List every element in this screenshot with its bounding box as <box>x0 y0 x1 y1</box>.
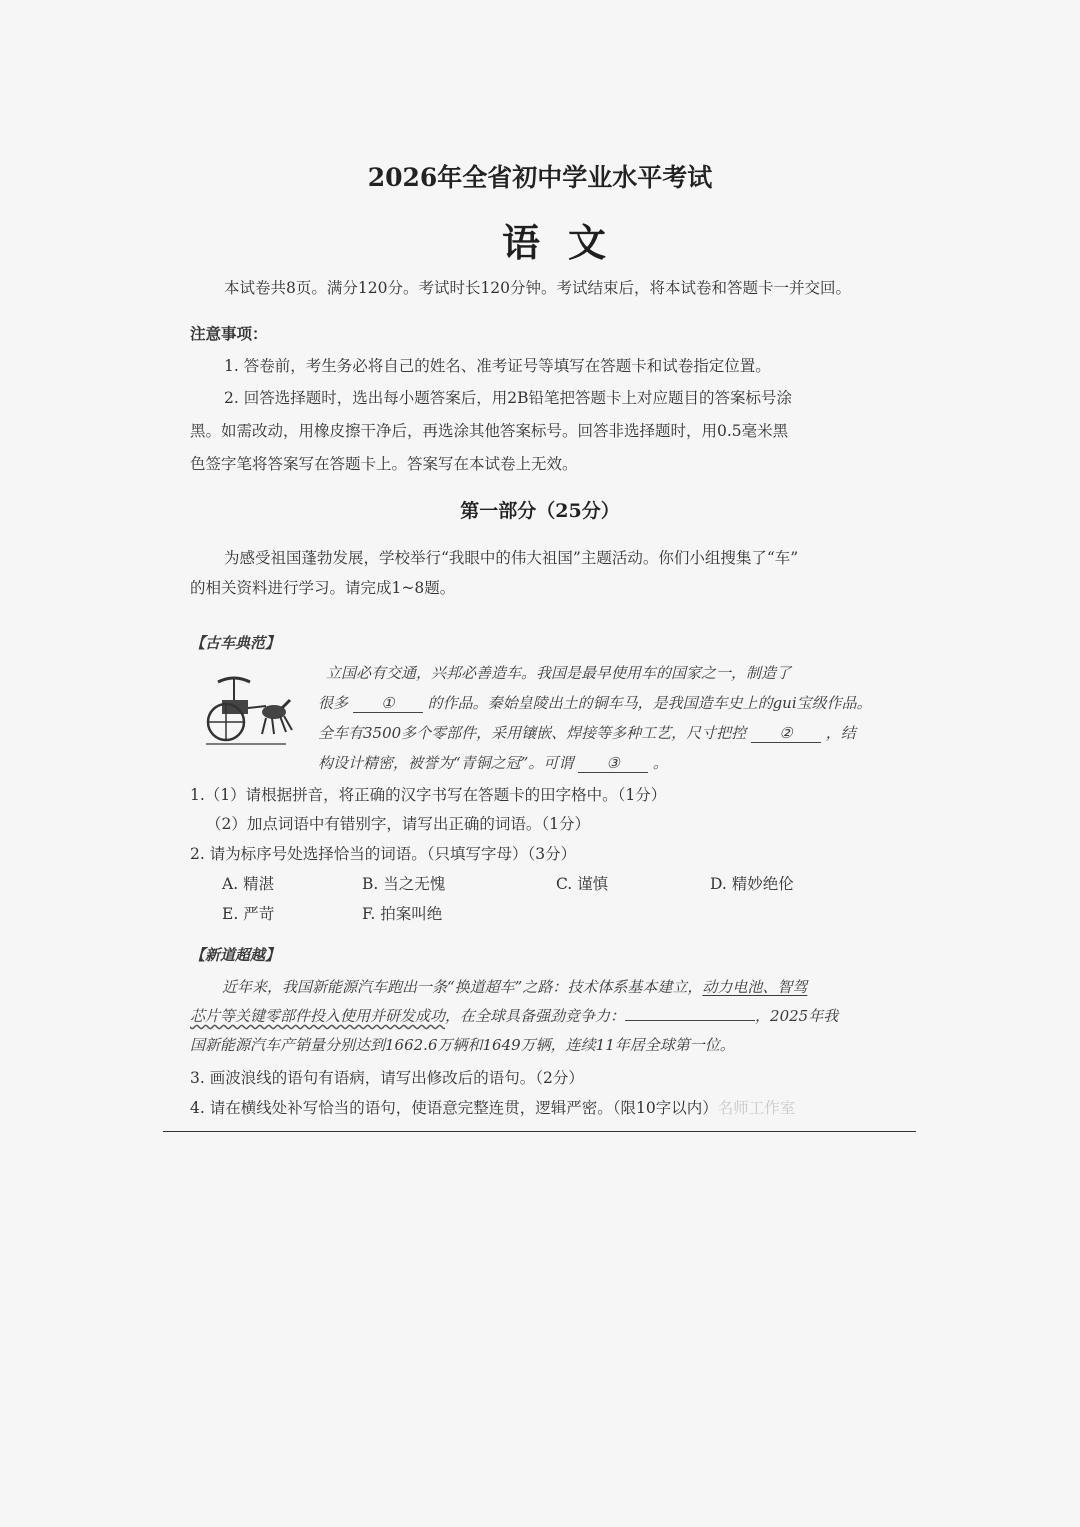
section-a-line-4-end: 。 <box>652 754 668 772</box>
blank-2: ② <box>751 724 821 743</box>
question-1-part-1: 1.（1）请根据拼音，将正确的汉字书写在答题卡的田字格中。（1分） <box>190 786 667 804</box>
notice-heading: 注意事项： <box>190 324 268 343</box>
blank-4 <box>625 1020 755 1021</box>
question-3: 3. 画波浪线的语句有语病，请写出修改后的语句。（2分） <box>190 1069 584 1087</box>
question-4 <box>190 1096 795 1118</box>
part-one-heading: 第一部分（25分） <box>460 500 620 522</box>
subject-title: 语文 <box>501 220 634 265</box>
option-f <box>362 902 442 924</box>
option-text: 当之无愧 <box>383 875 446 893</box>
option-key: A. <box>222 875 239 893</box>
section-a-line-3-end: ，结 <box>825 724 856 742</box>
option-text: 精湛 <box>243 875 275 893</box>
part-one-intro-line-1: 为感受祖国蓬勃发展，学校举行“我眼中的伟大祖国”主题活动。你们小组搜集了“车” <box>224 549 799 567</box>
option-e <box>222 902 274 924</box>
wavy-underlined-sentence: 芯片等关键零部件投入使用并研发成功 <box>190 1007 446 1025</box>
option-key: C. <box>556 875 573 893</box>
section-a-line-4 <box>318 752 668 773</box>
option-key: B. <box>362 875 379 893</box>
option-d <box>710 872 794 894</box>
section-a-line-2-start: 很多 <box>318 694 349 712</box>
section-b-line-2 <box>190 1005 838 1026</box>
option-c <box>556 872 608 894</box>
exam-intro: 本试卷共8页。满分120分。考试时长120分钟。考试结束后，将本试卷和答题卡一并交回。 <box>224 279 852 297</box>
section-b-line-2-mid: ，在全球具备强劲竞争力： <box>445 1007 626 1025</box>
blank-3: ③ <box>578 754 648 773</box>
blank-1: ① <box>353 694 423 713</box>
section-b-line-1 <box>222 976 807 997</box>
question-2: 2. 请为标序号处选择恰当的词语。（只填写字母）（3分） <box>190 845 577 863</box>
notice-item-2-line-1: 2. 回答选择题时，选出每小题答案后，用2B铅笔把答题卡上对应题目的答案标号涂 <box>224 389 792 407</box>
option-text: 精妙绝伦 <box>731 875 794 893</box>
section-a-line-2 <box>318 692 872 713</box>
section-label-new-road: 【新道超越】 <box>190 946 281 964</box>
section-a-line-3 <box>318 722 856 743</box>
notice-item-2-line-2: 黑。如需改动，用橡皮擦干净后，再选涂其他答案标号。回答非选择题时，用0.5毫米黑 <box>190 422 789 440</box>
option-text: 严苛 <box>243 905 275 923</box>
notice-item-2-line-3: 色签字笔将答案写在答题卡上。答案写在本试卷上无效。 <box>190 455 578 473</box>
option-a <box>222 872 274 894</box>
section-a-line-4-start: 构设计精密，被誉为“青铜之冠”。可谓 <box>318 754 574 772</box>
section-b-line-3: 国新能源汽车产销量分别达到1662.6万辆和1649万辆，连续11年居全球第一位。 <box>190 1036 735 1054</box>
option-b <box>362 872 445 894</box>
option-key: D. <box>710 875 727 893</box>
bottom-divider <box>163 1131 916 1132</box>
watermark: 名师工作室 <box>717 1099 796 1117</box>
section-a-line-1: 立国必有交通，兴邦必善造车。我国是最早使用车的国家之一，制造了 <box>326 664 792 682</box>
section-b-line-2-end: ，2025年我 <box>755 1007 839 1025</box>
option-key: F. <box>362 905 376 923</box>
underlined-phrase: 动力电池、智驾 <box>702 978 808 996</box>
option-text: 拍案叫绝 <box>380 905 443 923</box>
exam-title: 2026年全省初中学业水平考试 <box>367 163 713 192</box>
option-text: 谨慎 <box>577 875 609 893</box>
notice-item-1: 1. 答卷前，考生务必将自己的姓名、准考证号等填写在答题卡和试卷指定位置。 <box>224 357 771 375</box>
question-1-part-2: （2）加点词语中有错别字，请写出正确的词语。（1分） <box>206 815 590 833</box>
question-4-text: 4. 请在横线处补写恰当的语句，使语意完整连贯，逻辑严密。（限10字以内） <box>190 1099 718 1117</box>
bronze-chariot-icon <box>196 672 294 750</box>
section-label-ancient-car: 【古车典范】 <box>190 634 281 652</box>
option-key: E. <box>222 905 239 923</box>
section-a-line-2-end: 的作品。秦始皇陵出土的铜车马，是我国造车史上的gui宝级作品。 <box>427 694 872 712</box>
part-one-intro-line-2: 的相关资料进行学习。请完成1~8题。 <box>190 579 456 597</box>
section-a-line-3-start: 全车有3500多个零部件，采用镶嵌、焊接等多种工艺，尺寸把控 <box>318 724 747 742</box>
section-b-line-1-start: 近年来，我国新能源汽车跑出一条“换道超车”之路：技术体系基本建立， <box>222 978 703 996</box>
